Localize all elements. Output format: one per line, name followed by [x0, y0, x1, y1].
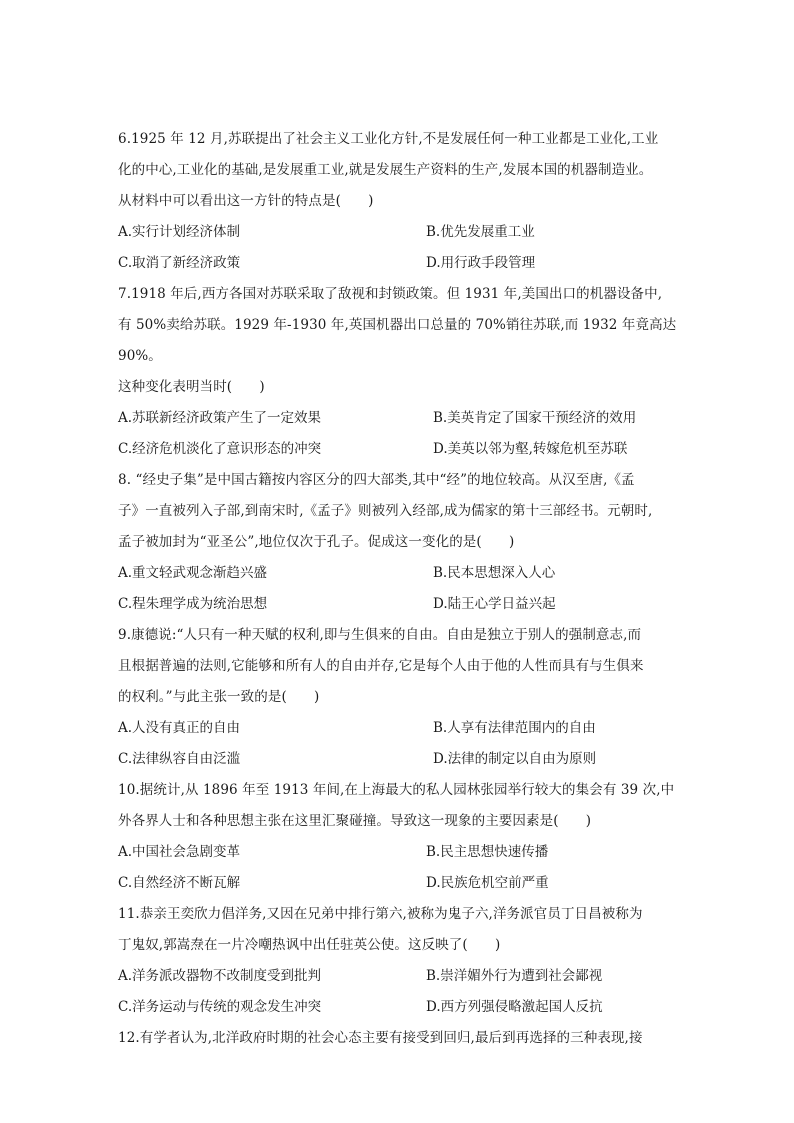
option-b: B.人享有法律范围内的自由: [433, 720, 596, 736]
option-c: C.程朱理学成为统治思想: [118, 596, 268, 612]
option-b: B.美英肯定了国家干预经济的效用: [433, 410, 637, 426]
question-text-line: 且根据普遍的法则,它能够和所有人的自由并存,它是每个人由于他的人性而具有与生俱来: [118, 658, 644, 674]
options-row: [118, 996, 678, 1019]
options-row: [118, 562, 678, 585]
question-12: [118, 1027, 678, 1050]
options-row: [118, 748, 678, 771]
option-b: B.民本思想深入人心: [433, 565, 556, 581]
option-c: C.自然经济不断瓦解: [118, 875, 241, 891]
options-row: [118, 221, 678, 244]
option-c: C.法律纵容自由泛滥: [118, 751, 241, 767]
question-text-line: 90%。: [118, 348, 162, 364]
question-text-line: 8. “经史子集”是中国古籍按内容区分的四大部类,其中“经”的地位较高。从汉至唐,《孟: [118, 472, 635, 488]
option-d: D.用行政手段管理: [426, 255, 536, 271]
question-10: [118, 779, 678, 895]
question-11: [118, 903, 678, 1019]
option-b: B.崇洋媚外行为遭到社会鄙视: [426, 968, 603, 984]
option-b: B.民主思想快速传播: [426, 844, 549, 860]
options-row: [118, 438, 678, 461]
option-a: A.实行计划经济体制: [118, 224, 241, 240]
option-a: A.苏联新经济政策产生了一定效果: [118, 410, 322, 426]
question-text-line: 孟子被加封为“亚圣公”,地位仅次于孔子。促成这一变化的是( ): [118, 534, 515, 550]
option-a: A.重文轻武观念渐趋兴盛: [118, 565, 268, 581]
options-row: [118, 872, 678, 895]
question-text-line: 11.恭亲王奕欣力倡洋务,又因在兄弟中排行第六,被称为鬼子六,洋务派官员丁日昌被称为: [118, 906, 643, 922]
question-8: [118, 469, 678, 616]
option-b: B.优先发展重工业: [426, 224, 535, 240]
question-text-line: 12.有学者认为,北洋政府时期的社会心态主要有接受到回归,最后到再选择的三种表现,接: [118, 1030, 643, 1046]
question-text-line: 这种变化表明当时( ): [118, 379, 265, 395]
option-d: D.美英以邻为壑,转嫁危机至苏联: [433, 441, 628, 457]
question-text-line: 从材料中可以看出这一方针的特点是( ): [118, 193, 374, 209]
option-c: C.洋务运动与传统的观念发生冲突: [118, 999, 322, 1015]
option-d: D.陆王心学日益兴起: [433, 596, 556, 612]
question-text-line: 有 50%卖给苏联。1929 年-1930 年,英国机器出口总量的 70%销往苏联,而 1932 年竟高达: [118, 317, 677, 333]
question-text-line: 的权利。”与此主张一致的是( ): [118, 689, 320, 705]
question-7: [118, 283, 678, 461]
option-a: A.中国社会急剧变革: [118, 844, 241, 860]
question-text-line: 丁鬼奴,郭嵩焘在一片冷嘲热讽中出任驻英公使。这反映了( ): [118, 937, 501, 953]
question-text-line: 10.据统计,从 1896 年至 1913 年间,在上海最大的私人园林张园举行较大的集会有 39 次,中: [118, 782, 675, 798]
question-text-line: 9.康德说:“人只有一种天赋的权利,即与生俱来的自由。自由是独立于别人的强制意志,而: [118, 627, 642, 643]
options-row: [118, 593, 678, 616]
question-text-line: 6.1925 年 12 月,苏联提出了社会主义工业化方针,不是发展任何一种工业都是工业化,工业: [118, 131, 659, 147]
question-6: [118, 128, 678, 275]
option-c: C.取消了新经济政策: [118, 255, 241, 271]
option-c: C.经济危机淡化了意识形态的冲突: [118, 441, 322, 457]
option-d: D.法律的制定以自由为原则: [433, 751, 597, 767]
options-row: [118, 252, 678, 275]
question-text-line: 化的中心,工业化的基础,是发展重工业,就是发展生产资料的生产,发展本国的机器制造业。: [118, 162, 653, 178]
option-a: A.人没有真正的自由: [118, 720, 241, 736]
options-row: [118, 965, 678, 988]
option-d: D.民族危机空前严重: [426, 875, 549, 891]
question-text-line: 子》一直被列入子部,到南宋时,《孟子》则被列入经部,成为儒家的第十三部经书。元朝时,: [118, 503, 653, 519]
question-text-line: 7.1918 年后,西方各国对苏联采取了敌视和封锁政策。但 1931 年,美国出口的机器设备中,: [118, 286, 663, 302]
option-a: A.洋务派改器物不改制度受到批判: [118, 968, 322, 984]
question-9: [118, 624, 678, 771]
option-d: D.西方列强侵略激起国人反抗: [426, 999, 603, 1015]
question-text-line: 外各界人士和各种思想主张在这里汇聚碰撞。导致这一现象的主要因素是( ): [118, 813, 592, 829]
exam-page: [118, 128, 678, 1058]
options-row: [118, 717, 678, 740]
options-row: [118, 841, 678, 864]
options-row: [118, 407, 678, 430]
